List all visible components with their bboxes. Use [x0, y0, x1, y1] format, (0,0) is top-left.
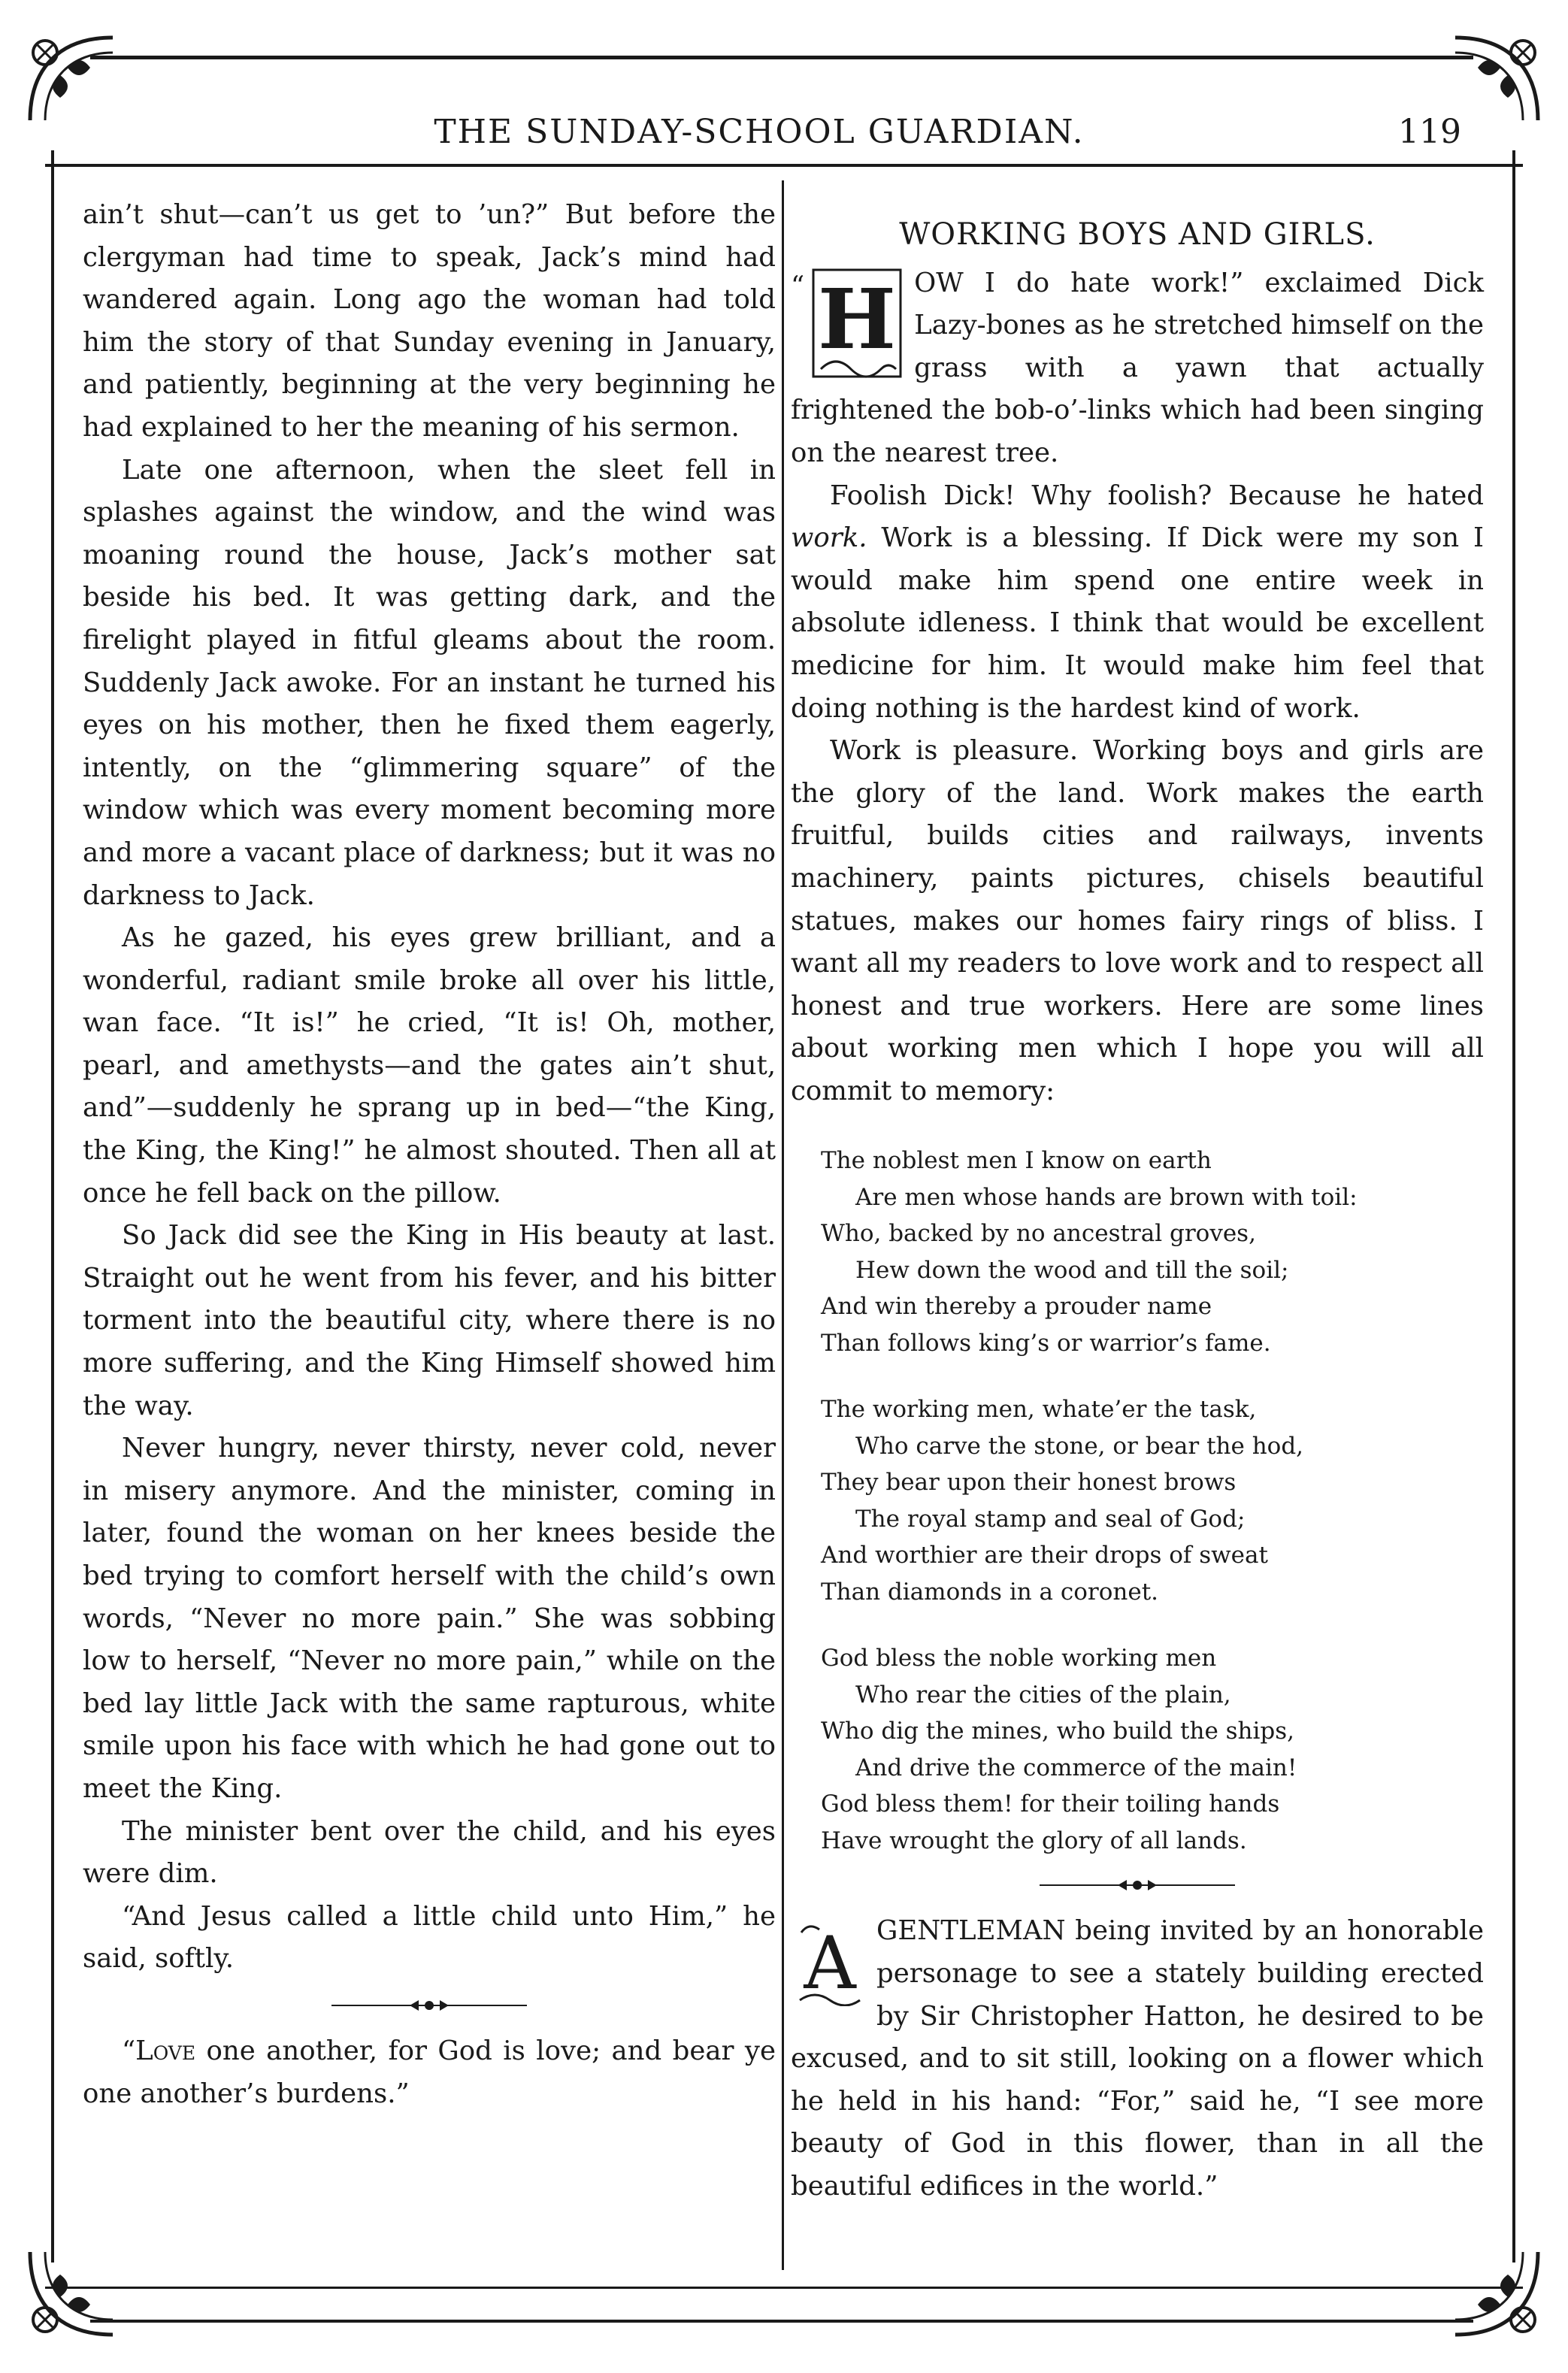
quote-text: one another, for God is love; and bear ye one another’s burdens.” [83, 2035, 776, 2109]
poem-line: The royal stamp and seal of God; [855, 1505, 1246, 1533]
body-paragraph: Never hungry, never thirsty, never cold, never in misery anymore. And the minister, coming in later, found the woman on her knees beside the bed trying to comfort herself with the child’s own words, “Never no more pain.” She was sobbing low to herself, “Never no more pain,” while on the bed lay little Jack with the same rapturous, white smile upon his face with which he had gone out to meet the King. [83, 1433, 776, 1804]
poem-line: The noblest men I know on earth [821, 1147, 1212, 1175]
poem-line: God bless them! for their toiling hands [821, 1790, 1280, 1818]
poem-line: Are men whose hands are brown with toil: [855, 1183, 1358, 1211]
anecdote-text: GENTLEMAN being invited by an honorable personage to see a stately building erected by Sir Christopher Hatton, he desired to be excused, and to sit still, looking on a flower which he held in his hand: “For,” said he, “I see more beauty of God in this flower, than in all the beautiful edifices in the world.” [791, 1915, 1484, 2202]
paragraph-text: Foolish Dick! Why foolish? Because he hated [830, 480, 1484, 511]
section-separator-ornament-icon [331, 1994, 527, 2017]
poem-line: The working men, whate’er the task, [821, 1396, 1257, 1424]
poem-stanza [821, 1640, 1484, 1859]
header-underline-rule [45, 164, 1523, 167]
poem-line: Than follows king’s or warrior’s fame. [821, 1329, 1271, 1357]
left-border-rule [51, 150, 54, 2263]
opening-quote-mark: “ [791, 270, 805, 301]
decorated-dropcap-icon [810, 267, 904, 380]
corner-ornament-icon [1440, 2237, 1553, 2350]
corner-ornament-icon [15, 23, 128, 135]
column-divider-rule [782, 180, 784, 2270]
poem-stanza [821, 1391, 1484, 1610]
decorated-dropcap-icon [794, 1917, 866, 2006]
poem-line: And worthier are their drops of sweat [821, 1542, 1268, 1569]
page-number: 119 [1398, 113, 1461, 151]
body-paragraph: As he gazed, his eyes grew brilliant, and a wonderful, radiant smile broke all over his little, wan face. “It is!” he cried, “It is! Oh, mother, pearl, and amethysts—and the gates ain’t shut, and”—suddenly he sprang up in bed—“the King, the King, the King!” he almost shouted. Then all at once he fell back on the pillow. [83, 922, 776, 1209]
body-paragraph: “And Jesus called a little child unto Him,” he said, softly. [83, 1900, 776, 1975]
dropcap-letter: H [818, 270, 897, 368]
section-title: WORKING BOYS AND GIRLS. [899, 217, 1376, 252]
body-paragraph [791, 475, 1484, 731]
opening-paragraph [791, 262, 1484, 475]
poem-line: God bless the noble working men [821, 1645, 1217, 1672]
emphasized-word: work. [791, 522, 867, 554]
body-paragraph: ain’t shut—can’t us get to ’un?” But before the clergyman had time to speak, Jack’s mind had wandered again. Long ago the woman had told him the story of that Sunday evening in January, and patiently, beginning at the very beginning he had explained to her the meaning of his sermon. [83, 199, 776, 443]
poem-line: Who dig the mines, who build the ships, [821, 1718, 1295, 1745]
anecdote-paragraph [791, 1910, 1484, 2208]
poem-stanza [821, 1143, 1484, 1361]
poem-line: Have wrought the glory of all lands. [821, 1827, 1247, 1854]
poem-line: And win thereby a prouder name [821, 1293, 1212, 1321]
poem-line: Who, backed by no ancestral groves, [821, 1220, 1256, 1248]
section-separator-ornament-icon [1040, 1874, 1235, 1896]
running-header-title: THE SUNDAY-SCHOOL GUARDIAN. [434, 113, 1085, 151]
paragraph-text: Work is a blessing. If Dick were my son I would make him spend one entire week in absolute idleness. I think that would be excellent medicine for him. It would make him feel that doing nothing is the hardest kind of work. [791, 522, 1484, 724]
poem-line: Who carve the stone, or bear the hod, [855, 1432, 1304, 1460]
body-paragraph: Late one afternoon, when the sleet fell in splashes against the window, and the wind was moaning round the house, Jack’s mother sat beside his bed. It was getting dark, and the firelight played in fitful gleams about the room. Suddenly Jack awoke. For an instant he turned his eyes on his mother, then he fixed them eagerly, intently, on the “glimmering square” of the window which was every moment becoming more and more a vacant place of darkness; but it was no darkness to Jack. [83, 454, 776, 911]
poem-line: Than diamonds in a coronet. [821, 1578, 1159, 1606]
right-border-rule [1512, 150, 1515, 2263]
body-paragraph: So Jack did see the King in His beauty at last. Straight out he went from his fever, and his bitter torment into the beautiful city, where there is no more suffering, and the King Himself showed him the way. [83, 1220, 776, 1421]
poem-line: And drive the commerce of the main! [855, 1754, 1297, 1781]
opening-paragraph-text: OW I do hate work!” exclaimed Dick Lazy-bones as he stretched himself on the grass with a yawn that actually frightened the bob-o’-links which had been singing on the nearest tree. [791, 267, 1484, 468]
right-column [791, 194, 1484, 2208]
bottom-inner-rule [45, 2287, 1523, 2289]
poem [821, 1143, 1484, 1859]
bottom-border-rule [90, 2320, 1473, 2323]
corner-ornament-icon [15, 2237, 128, 2350]
closing-quote-paragraph [83, 2030, 776, 2115]
poem-line: Who rear the cities of the plain, [855, 1681, 1231, 1709]
body-paragraph: Work is pleasure. Working boys and girls are the glory of the land. Work makes the earth fruitful, builds cities and railways, invents machinery, paints pictures, chisels beautiful statues, makes our homes fairy rings of bliss. I want all my readers to love work and to respect all honest and true workers. Here are some lines about working men which I hope you will all commit to memory: [791, 735, 1484, 1106]
quote-lead-word: Love [135, 2035, 196, 2066]
left-column [83, 194, 776, 2115]
poem-line: Hew down the wood and till the soil; [855, 1256, 1289, 1284]
top-border-rule [90, 56, 1473, 59]
poem-line: They bear upon their honest brows [821, 1469, 1237, 1497]
dropcap-letter: A [804, 1921, 856, 2006]
body-paragraph: The minister bent over the child, and his eyes were dim. [83, 1815, 776, 1890]
quote-open-mark: “ [122, 2035, 136, 2066]
